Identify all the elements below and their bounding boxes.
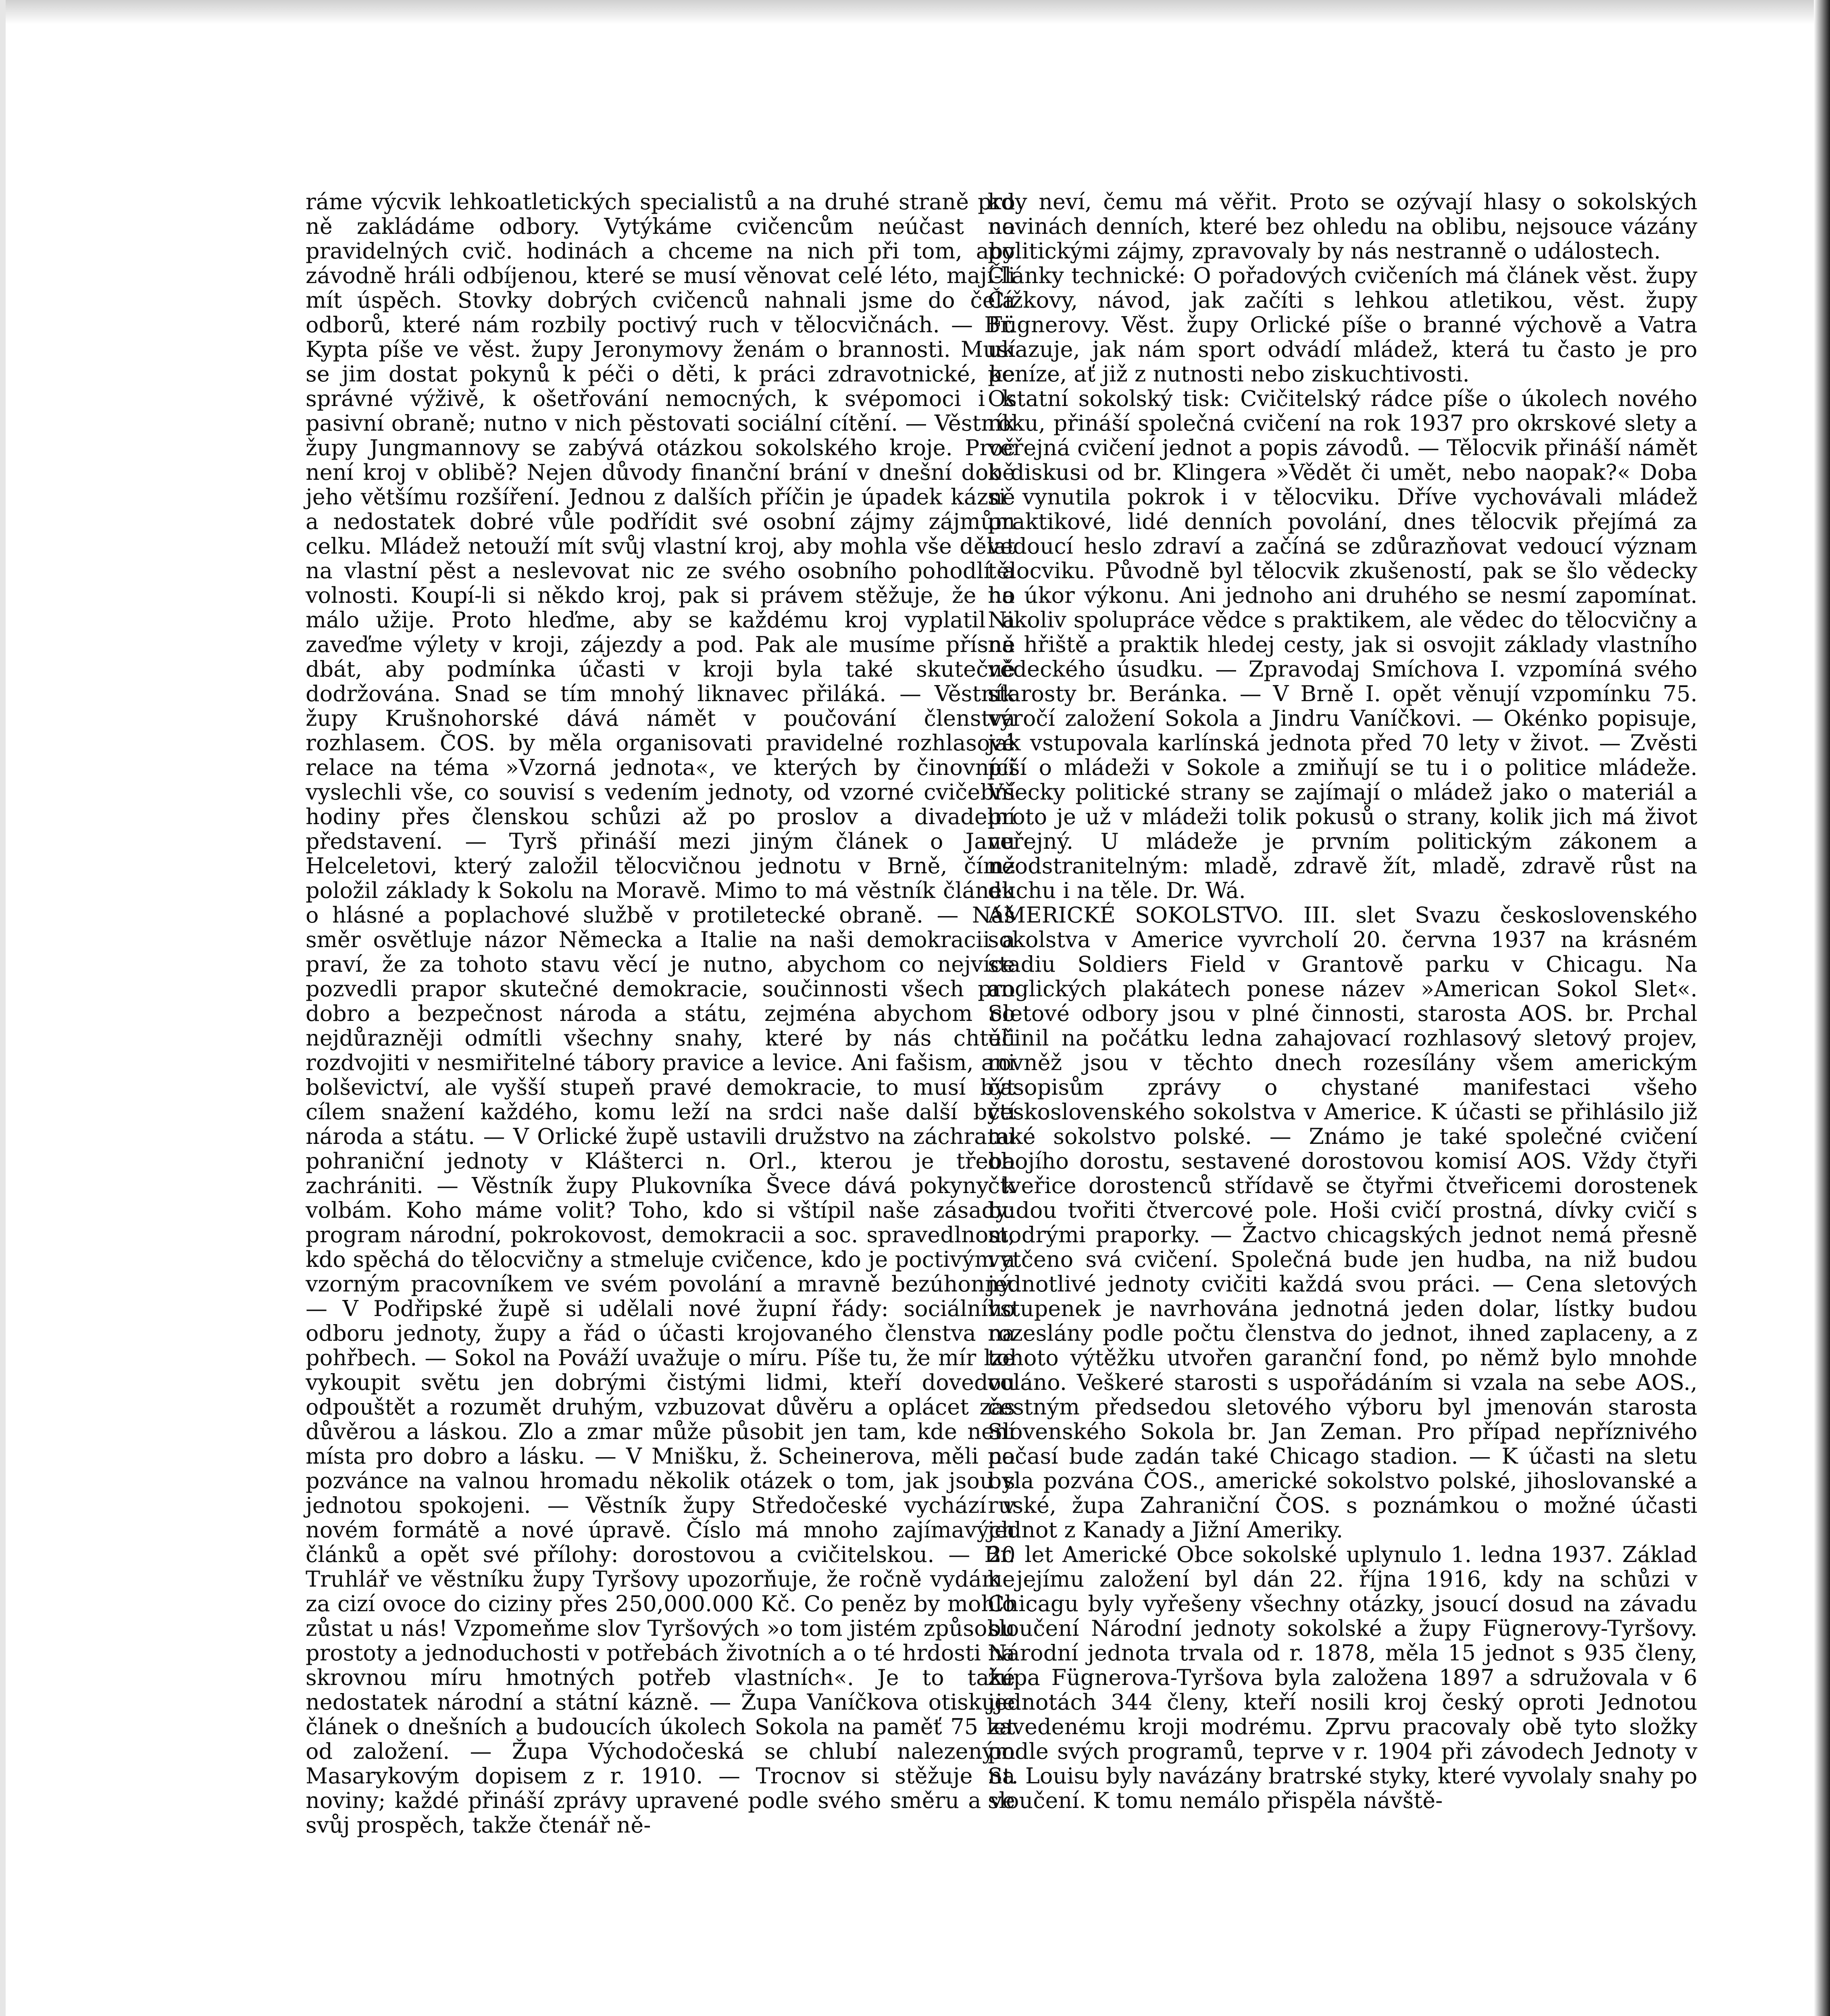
paragraph: Ostatní sokolský tisk: Cvičitelský rádce píše o úkolech nového roku, přináší společná cvičení na rok 1937 pro okrskové slety a veřejná cvičení jednot a popis závodů. — Tělocvik přináší námět k diskusi od br. Klingera »Vědět či umět, nebo naopak?« Doba si vynutila pokrok i v tělocviku. Dříve vychovávali mládež praktikové, lidé denních povolání, dnes tělocvik přejímá za vedoucí heslo zdraví a začíná se zdůrazňovat vedoucí význam tělocviku. Původně byl tělocvik zkušeností, pak se šlo vědecky na úkor výkonu. Ani jednoho ani druhého se nesmí zapomínat. Nikoliv spolupráce vědce s praktikem, ale vědec do tělocvičny a na hřiště a praktik hledej cesty, jak si osvojit základy vlastního vědeckého úsudku. — Zpravodaj Smíchova I. vzpomíná svého starosty br. Beránka. — V Brně I. opět věnují vzpomínku 75. výročí založení Sokola a Jindru Vaníčkovi. — Okénko popisuje, jak vstupovala karlínská jednota před 70 lety v život. — Zvěsti píší o mládeži v Sokole a zmiňují se tu i o politice mládeže. Všecky politické strany se zajímají o mládež jako o materiál a proto je už v mládeži tolik pokusů o strany, kolik jich má život veřejný. U mládeže je prvním politickým zákonem a neodstranitelným: mladě, zdravě žít, mladě, zdravě růst na duchu i na těle. Dr. Wá. (988, 386, 1697, 903)
paragraph: ráme výcvik lehkoatletických specialistů a na druhé straně pro ně zakládáme odbory. Vytýkáme cvičencům neúčast na pravidelných cvič. hodinách a chceme na nich při tom, aby závodně hráli odbíjenou, které se musí věnovat celé léto, mají-li mít úspěch. Stovky dobrých cvičenců nahnali jsme do čela odborů, které nám rozbily poctivý ruch v tělocvičnách. — Br. Kypta píše ve věst. župy Jeronymovy ženám o brannosti. Musí se jim dostat pokynů k péči o děti, k práci zdravotnické, ke správné výživě, k ošetřování nemocných, k svépomoci i k pasivní obraně; nutno v nich pěstovati sociální cítění. — Věstník župy Jungmannovy se zabývá otázkou sokolského kroje. Proč není kroj v oblibě? Nejen důvody finanční brání v dnešní době jeho většímu rozšíření. Jednou z dalších příčin je úpadek kázně a nedostatek dobré vůle podřídit své osobní zájmy zájmům celku. Mládež netouží mít svůj vlastní kroj, aby mohla vše dělat na vlastní pěst a neslevovat nic ze svého osobního pohodlí a volnosti. Koupí-li si někdo kroj, pak si právem stěžuje, že ho málo užije. Proto hleďme, aby se každému kroj vyplatil a zaveďme výlety v kroji, zájezdy a pod. Pak ale musíme přísně dbát, aby podmínka účasti v kroji byla také skutečně dodržována. Snad se tím mnohý liknavec přiláká. — Věstník župy Krušnohorské dává námět v poučování členstva rozhlasem. ČOS. by měla organisovati pravidelné rozhlasové relace na téma »Vzorná jednota«, ve kterých by činovníci vyslechli vše, co souvisí s vedením jednoty, od vzorné cvičební hodiny přes členskou schůzi až po proslov a divadelní představení. — Tyrš přináší mezi jiným článek o Janu Helceletovi, který založil tělocvičnou jednotu v Brně, čímž položil základy k Sokolu na Moravě. Mimo to má věstník článek o hlásné a poplachové službě v protiletecké obraně. — Náš směr osvětluje názor Německa a Italie na naši demokracii a praví, že za tohoto stavu věcí je nutno, abychom co nejvíce pozvedli prapor skutečné demokracie, součinnosti všech pro dobro a bezpečnost národa a státu, zejména abychom co nejdůrazněji odmítli všechny snahy, které by nás chtěli rozdvojiti v nesmiřitelné tábory pravice a levice. Ani fašism, ani bolševictví, ale vyšší stupeň pravé demokracie, to musí být cílem snažení každého, komu leží na srdci naše další bytí národa a státu. — V Orlické župě ustavili družstvo na záchranu pohraniční jednoty v Klášterci n. Orl., kterou je třeba zachrániti. — Věstník župy Plukovníka Švece dává pokyny k volbám. Koho máme volit? Toho, kdo si vštípil naše zásady: program národní, pokrokovost, demokracii a soc. spravedlnost, kdo spěchá do tělocvičny a stmeluje cvičence, kdo je poctivým a vzorným pracovníkem ve svém povolání a mravně bezúhonný. — V Podřipské župě si udělali nové župní řády: sociálního odboru jednoty, župy a řád o účasti krojovaného členstva na pohřbech. — Sokol na Pováží uvažuje o míru. Píše tu, že mír lze vykoupit světu jen dobrými čistými lidmi, kteří dovedou odpouštět a rozumět druhým, vzbuzovat důvěru a oplácet zas důvěrou a láskou. Zlo a zmar může působit jen tam, kde není místa pro dobro a lásku. — V Mnišku, ž. Scheinerova, měli na pozvánce na valnou hromadu několik otázek o tom, jak jsou s jednotou spokojeni. — Věstník župy Středočeské vychází v novém formátě a nové úpravě. Číslo má mnoho zajímavých článků a opět své přílohy: dorostovou a cvičitelskou. — Br. Truhlář ve věstníku župy Tyršovy upozorňuje, že ročně vydáme za cizí ovoce do ciziny přes 250,000.000 Kč. Co peněz by mohlo zůstat u nás! Vzpomeňme slov Tyršových »o tom jistém způsobu prostoty a jednoduchosti v potřebách životních a o té hrdosti na skrovnou míru hmotných potřeb vlastních«. Je to také nedostatek národní a státní kázně. — Župa Vaníčkova otiskuje článek o dnešních a budoucích úkolech Sokola na paměť 75 let od založení. — Župa Východočeská se chlubí nalezeným Masarykovým dopisem z r. 1910. — Trocnov si stěžuje na noviny; každé přináší zprávy upravené podle svého směru a ve svůj prospěch, takže čtenář ně- (306, 189, 1015, 1838)
paragraph: Články technické: O pořadových cvičeních má článek věst. župy Čížkovy, návod, jak začíti s lehkou atletikou, věst. župy Fügnerovy. Věst. župy Orlické píše o branné výchově a Vatra ukazuje, jak nám sport odvádí mládež, která tu často je pro peníze, ať již z nutnosti nebo ziskuchtivosti. (988, 263, 1697, 387)
scan-right-edge (1814, 0, 1830, 2016)
left-text-column (306, 190, 1015, 1837)
scan-left-edge (0, 0, 6, 2016)
right-text-column (988, 190, 1697, 1813)
scan-top-edge (0, 0, 1830, 24)
paragraph: kdy neví, čemu má věřit. Proto se ozývají hlasy o sokolských novinách denních, které bez ohledu na oblibu, nejsouce vázány politickými zájmy, zpravovaly by nás nestranně o událostech. (988, 189, 1697, 264)
paragraph: 20 let Americké Obce sokolské uplynulo 1. ledna 1937. Základ k jejímu založení byl dán 22. října 1916, kdy na schůzi v Chicagu byly vyřešeny všechny otázky, jsoucí dosud na závadu sloučení Národní jednoty sokolské a župy Fügnerovy-Tyršovy. Národní jednota trvala od r. 1878, měla 15 jednot s 935 členy, župa Fügnerova-Tyršova byla založena 1897 a sdružovala v 6 jednotách 344 členy, kteří nosili kroj český oproti Jednotou zavedenému kroji modrému. Zprvu pracovaly obě tyto složky podle svých programů, teprve v r. 1904 při závodech Jednoty v St. Louisu byly navázány bratrské styky, které vyvolaly snahy po sloučení. K tomu nemálo přispěla návště- (988, 1542, 1697, 1813)
paragraph: AMERICKÉ SOKOLSTVO. III. slet Svazu československého sokolstva v Americe vyvrcholí 20. června 1937 na krásném stadiu Soldiers Field v Grantově parku v Chicagu. Na anglických plakátech ponese název »American Sokol Slet«. Sletové odbory jsou v plné činnosti, starosta AOS. br. Prchal učinil na počátku ledna zahajovací rozhlasový sletový projev, rovněž jsou v těchto dnech rozesílány všem americkým časopisům zprávy o chystané manifestaci všeho československého sokolstva v Americe. K účasti se přihlásilo již také sokolstvo polské. — Známo je také společné cvičení obojího dorostu, sestavené dorostovou komisí AOS. Vždy čtyři čtveřice dorostenců střídavě se čtyřmi čtveřicemi dorostenek budou tvořiti čtvercové pole. Hoši cvičí prostná, dívky cvičí s modrými praporky. — Žactvo chicagských jednot nemá přesně vytčeno svá cvičení. Společná bude jen hudba, na niž budou jednotlivé jednoty cvičiti každá svou práci. — Cena sletových vstupenek je navrhována jednotná jeden dolar, lístky budou rozeslány podle počtu členstva do jednot, ihned zaplaceny, a z tohoto výtěžku utvořen garanční fond, po němž bylo mnohde voláno. Veškeré starosti s uspořádáním si vzala na sebe AOS., čestným předsedou sletového výboru byl jmenován starosta Slovenského Sokola br. Jan Zeman. Pro případ nepříznivého počasí bude zadán také Chicago stadion. — K účasti na sletu byla pozvána ČOS., americké sokolstvo polské, jihoslovanské a ruské, župa Zahraniční ČOS. s poznámkou o možné účasti jednot z Kanady a Jižní Ameriky. (988, 902, 1697, 1543)
